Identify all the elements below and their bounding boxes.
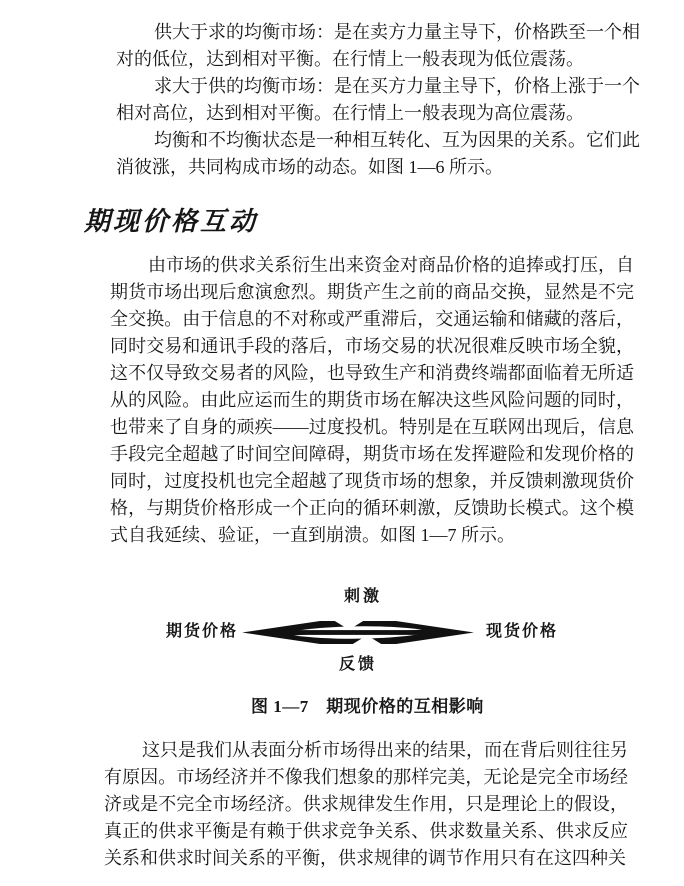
text-line: 均衡和不均衡状态是一种相互转化、互为因果的关系。它们此 (154, 130, 640, 150)
futures-price-label: 期货价格 (166, 623, 239, 640)
paragraph-demand-exceeds-supply (116, 73, 640, 127)
text-line: 手段完全超越了时间空间障碍，期货市场在发挥避险和发现价格的 (110, 444, 634, 464)
text-line: 对的低位，达到相对平衡。在行情上一般表现为低位震荡。 (116, 49, 584, 69)
main-paragraph (110, 252, 634, 549)
top-paragraphs (116, 19, 640, 181)
text-line: 格，与期货价格形成一个正向的循环刺激，反馈助长模式。这个模 (110, 498, 634, 518)
stimulus-label: 刺激 (344, 588, 383, 605)
spot-price-label: 现货价格 (486, 623, 559, 640)
bottom-paragraph (104, 737, 628, 872)
feedback-label: 反馈 (339, 656, 378, 673)
text-line: 真正的供求平衡是有赖于供求竞争关系、供求数量关系、供求反应 (104, 821, 628, 841)
text-line: 式自我延续、验证，一直到崩溃。如图 1—7 所示。 (110, 525, 515, 545)
text-line: 有原因。市场经济并不像我们想象的那样完美，无论是完全市场经 (104, 767, 628, 787)
text-line: 期货市场出现后愈演愈烈。期货产生之前的商品交换，显然是不完 (110, 282, 634, 302)
text-line: 全交换。由于信息的不对称或严重滞后，交通运输和储藏的落后， (110, 309, 634, 329)
text-line: 这不仅导致交易者的风险，也导致生产和消费终端都面临着无所适 (110, 363, 634, 383)
paragraph-supply-exceeds-demand (116, 19, 640, 73)
double-headed-arrow-icon (240, 610, 476, 655)
text-line: 同时，过度投机也完全超越了现货市场的想象，并反馈刺激现货价 (110, 471, 634, 491)
text-line: 求大于供的均衡市场：是在买方力量主导下，价格上涨于一个 (154, 76, 640, 96)
section-heading: 期现价格互动 (84, 207, 259, 236)
text-line: 由市场的供求关系衍生出来资金对商品价格的追捧或打压，自 (148, 255, 634, 275)
text-line: 关系和供求时间关系的平衡，供求规律的调节作用只有在这四种关 (104, 848, 626, 868)
paragraph-equilibrium (116, 127, 640, 181)
text-line: 也带来了自身的顽疾——过度投机。特别是在互联网出现后，信息 (110, 417, 634, 437)
text-line: 同时交易和通讯手段的落后，市场交易的状况很难反映市场全貌， (110, 336, 634, 356)
text-line: 相对高位，达到相对平衡。在行情上一般表现为高位震荡。 (116, 103, 584, 123)
figure-caption: 图 1—7 期现价格的互相影响 (251, 697, 484, 716)
text-line: 济或是不完全市场经济。供求规律发生作用，只是理论上的假设， (104, 794, 628, 814)
text-line: 供大于求的均衡市场：是在卖方力量主导下，价格跌至一个相 (154, 22, 640, 42)
text-line: 消彼涨，共同构成市场的动态。如图 1—6 所示。 (116, 157, 503, 177)
text-line: 这只是我们从表面分析市场得出来的结果，而在背后则往往另 (142, 740, 628, 760)
text-line: 从的风险。由此应运而生的期货市场在解决这些风险问题的同时， (110, 390, 634, 410)
